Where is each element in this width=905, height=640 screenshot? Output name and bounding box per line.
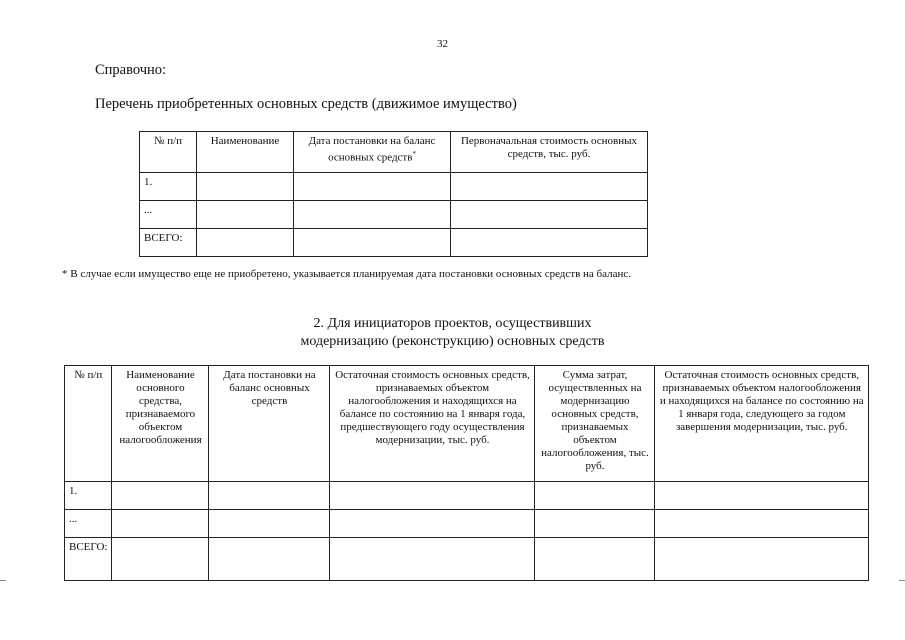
table-cell (209, 538, 330, 581)
header-name: Наименование (197, 132, 294, 173)
table-cell (209, 510, 330, 538)
list-title: Перечень приобретенных основных средств (движимое имущество) (95, 96, 517, 112)
header-residual-after: Остаточная стоимость основных средств, признаваемых объектом налогообложения и находящихся на балансе по состоянию на 1 января года, следующего за годом завершения модернизации, тыс. руб. (655, 366, 869, 482)
section-title-line-1: 2. Для инициаторов проектов, осуществивших (313, 316, 592, 331)
table-row (140, 173, 648, 201)
table-cell (330, 510, 535, 538)
header-residual-before: Остаточная стоимость основных средств, признаваемых объектом налогообложения и находящихся на балансе по состоянию на 1 января года, предшествующего году осуществления модернизации, тыс. руб. (330, 366, 535, 482)
header-date (294, 132, 451, 173)
table-cell (112, 510, 209, 538)
row-total-label: ВСЕГО: (140, 229, 197, 257)
table-cell (330, 538, 535, 581)
table-row (65, 482, 869, 510)
modernization-table (64, 365, 869, 581)
reference-label: Справочно: (95, 62, 167, 78)
table-cell (112, 482, 209, 510)
header-date: Дата постановки на баланс основных средств (209, 366, 330, 482)
header-number: № п/п (140, 132, 197, 173)
table-cell (197, 173, 294, 201)
page-number: 32 (437, 38, 448, 50)
row-number: 1. (140, 173, 197, 201)
header-date-text: Дата постановки на баланс основных средств (308, 135, 436, 164)
table-row-total (140, 229, 648, 257)
table-cell (294, 173, 451, 201)
table-cell (197, 201, 294, 229)
header-asset-name: Наименование основного средства, признаваемого объектом налогообложения (112, 366, 209, 482)
acquired-assets-table (139, 131, 648, 257)
table-cell (655, 510, 869, 538)
table-cell (330, 482, 535, 510)
footnote-mark: * (412, 150, 416, 158)
row-number: 1. (65, 482, 112, 510)
table-cell (112, 538, 209, 581)
table-row-total (65, 538, 869, 581)
header-initial-cost: Первоначальная стоимость основных средств, тыс. руб. (451, 132, 648, 173)
header-costs: Сумма затрат, осуществленных на модернизацию основных средств, признаваемых объектом налогообложения, тыс. руб. (535, 366, 655, 482)
section-title-line-2: модернизацию (реконструкцию) основных средств (300, 334, 605, 349)
table-cell (294, 201, 451, 229)
table-row (65, 510, 869, 538)
table-cell (451, 201, 648, 229)
row-total-label: ВСЕГО: (65, 538, 112, 581)
table-cell (535, 510, 655, 538)
row-number: ... (65, 510, 112, 538)
footnote: * В случае если имущество еще не приобретено, указывается планируемая дата постановки основных средств на баланс. (62, 268, 632, 280)
section-title (0, 315, 905, 351)
table-cell (535, 482, 655, 510)
table-cell (209, 482, 330, 510)
row-number: ... (140, 201, 197, 229)
table-cell (451, 173, 648, 201)
table-header-row (65, 366, 869, 482)
scan-edge-mark-right (899, 580, 905, 581)
scan-edge-mark-left (0, 580, 6, 581)
table-header-row (140, 132, 648, 173)
table-cell (451, 229, 648, 257)
header-number: № п/п (65, 366, 112, 482)
table-cell (655, 482, 869, 510)
table-row (140, 201, 648, 229)
table-cell (535, 538, 655, 581)
table-cell (197, 229, 294, 257)
table-cell (655, 538, 869, 581)
table-cell (294, 229, 451, 257)
